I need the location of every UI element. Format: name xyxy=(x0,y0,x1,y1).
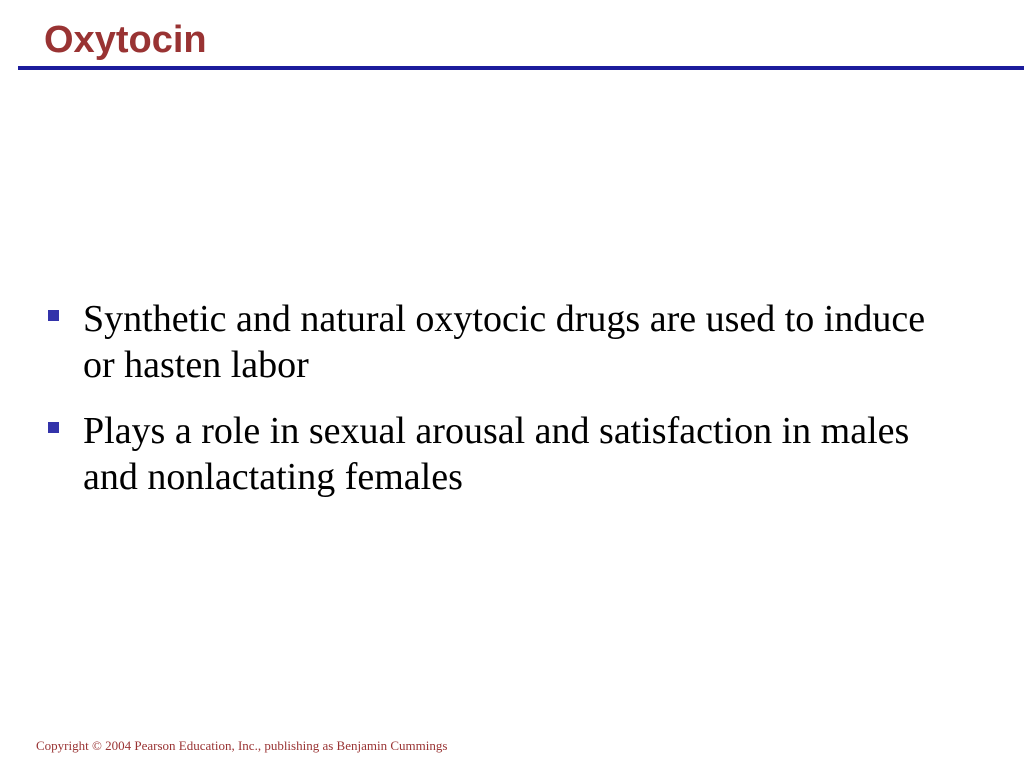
bullet-text: Synthetic and natural oxytocic drugs are used to induce or hasten labor xyxy=(83,298,926,386)
slide-title: Oxytocin xyxy=(44,19,207,61)
bullet-item xyxy=(44,296,944,388)
title-divider xyxy=(18,66,1024,70)
square-bullet-icon xyxy=(48,422,59,433)
bullet-text: Plays a role in sexual arousal and satisfaction in males and nonlactating females xyxy=(83,410,910,498)
copyright-footer: Copyright © 2004 Pearson Education, Inc., publishing as Benjamin Cummings xyxy=(36,738,448,753)
bullet-item xyxy=(44,408,944,500)
bullet-list xyxy=(44,296,944,520)
square-bullet-icon xyxy=(48,310,59,321)
